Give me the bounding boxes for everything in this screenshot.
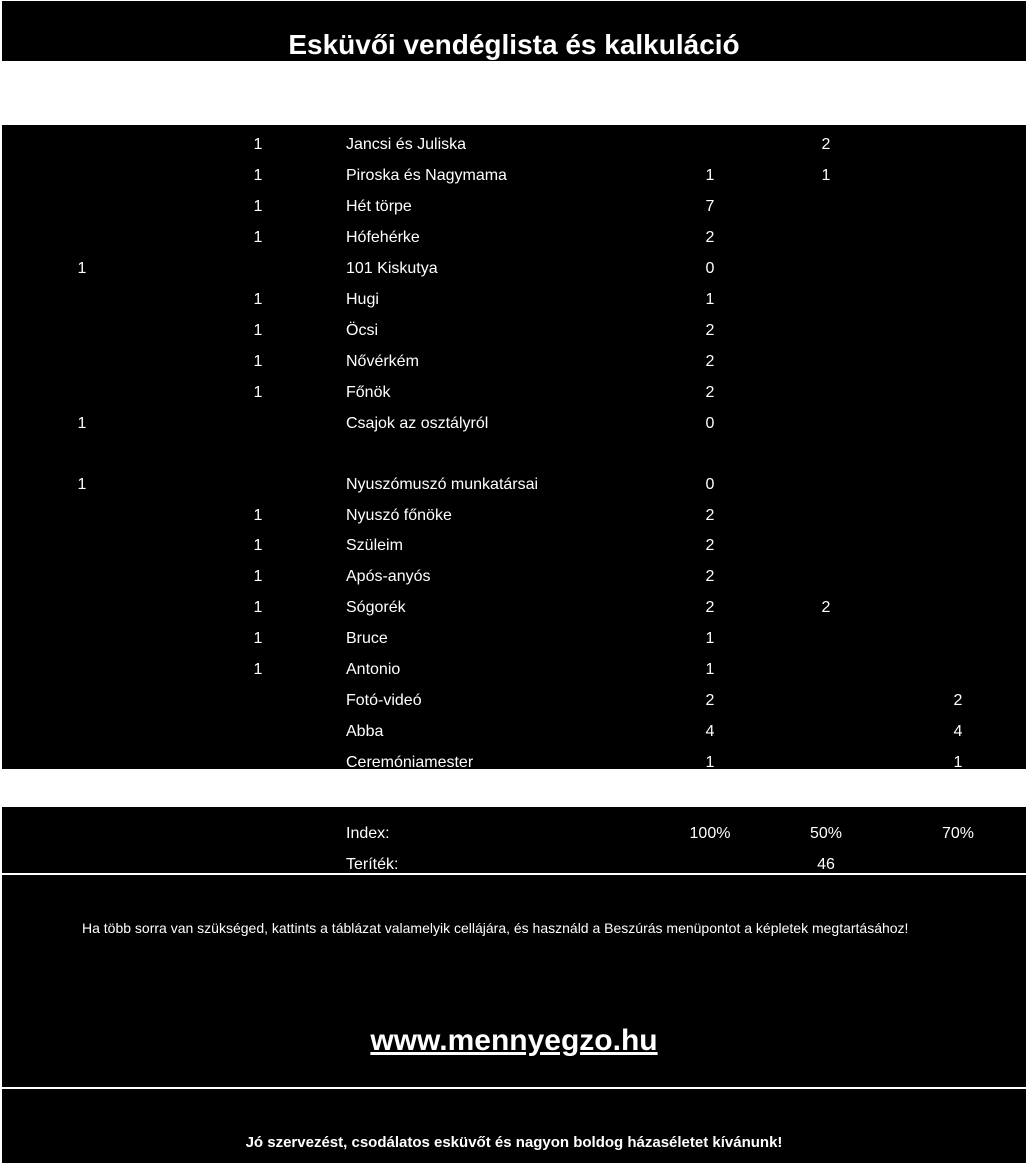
guest-row (2, 191, 1026, 222)
guest-row (2, 315, 1026, 346)
col-a-value: 1 (77, 260, 87, 277)
col-d-value: 0 (705, 415, 715, 432)
footer-section (1, 1088, 1027, 1164)
col-d-value: 2 (705, 384, 715, 401)
guest-name: Piroska és Nagymama (346, 167, 507, 184)
guest-row (2, 160, 1026, 191)
col-d-value: 2 (705, 322, 715, 339)
col-d-value: 1 (705, 167, 715, 184)
guest-name: Jancsi és Juliska (346, 136, 467, 153)
guest-name: Csajok az osztályról (346, 415, 489, 432)
guest-row (2, 377, 1026, 408)
guest-name: 101 Kiskutya (346, 260, 438, 277)
col-b-value: 1 (253, 661, 263, 678)
guest-name: Hét törpe (346, 198, 412, 215)
col-b-value: 1 (253, 136, 263, 153)
title-banner (1, 0, 1027, 62)
col-f-value: 2 (953, 692, 963, 709)
guest-name: Bruce (346, 630, 388, 647)
guest-name: Sógorék (346, 599, 406, 616)
col-d-value: 1 (705, 630, 715, 647)
guest-row (2, 469, 1026, 500)
guest-row (2, 592, 1026, 623)
col-d-value: 4 (705, 723, 715, 740)
col-d-value: 2 (705, 692, 715, 709)
col-d-value: 7 (705, 198, 715, 215)
col-b-value: 1 (253, 630, 263, 647)
index-row (2, 818, 1026, 849)
col-b-value: 1 (253, 198, 263, 215)
col-d-value: 1 (705, 661, 715, 678)
guest-row (2, 346, 1026, 377)
guest-name: Nyuszómuszó munkatársai (346, 476, 539, 493)
index-value-d: 100% (689, 825, 731, 842)
col-d-value: 2 (705, 353, 715, 370)
guest-name: Fotó-videó (346, 692, 422, 709)
teritek-value: 46 (817, 856, 835, 873)
guest-row (2, 561, 1026, 592)
col-d-value: 0 (705, 476, 715, 493)
page-title: Esküvői vendéglista és kalkuláció (288, 29, 740, 60)
guest-row (2, 408, 1026, 439)
index-value-e: 50% (809, 825, 843, 842)
guest-row (2, 530, 1026, 561)
guest-name: Nővérkém (346, 353, 419, 370)
guest-row (2, 253, 1026, 284)
guest-name: Hófehérke (346, 229, 420, 246)
col-e-value: 2 (821, 599, 831, 616)
col-b-value: 1 (253, 599, 263, 616)
index-label: Index: (346, 825, 390, 842)
col-e-value: 1 (821, 167, 831, 184)
guest-name: Öcsi (346, 322, 378, 339)
guest-row (2, 623, 1026, 654)
guest-row (2, 222, 1026, 253)
col-b-value: 1 (253, 322, 263, 339)
guest-row (2, 747, 1026, 778)
col-b-value: 1 (253, 537, 263, 554)
col-d-value: 2 (705, 507, 715, 524)
col-d-value: 2 (705, 229, 715, 246)
col-d-value: 1 (705, 291, 715, 308)
guest-name: Hugi (346, 291, 379, 308)
summary-section (1, 806, 1027, 874)
guest-name: Após-anyós (346, 568, 431, 585)
guest-name: Abba (346, 723, 384, 740)
col-f-value: 4 (953, 723, 963, 740)
guest-name: Antonio (346, 661, 401, 678)
website-link[interactable]: www.mennyegzo.hu (370, 1024, 658, 1057)
guest-row (2, 129, 1026, 160)
col-b-value: 1 (253, 507, 263, 524)
guest-name: Ceremóniamester (346, 754, 474, 771)
note-section (1, 874, 1027, 1088)
guest-row (2, 654, 1026, 685)
col-a-value: 1 (77, 476, 87, 493)
col-d-value: 1 (705, 754, 715, 771)
col-b-value: 1 (253, 384, 263, 401)
col-b-value: 1 (253, 353, 263, 370)
col-b-value: 1 (253, 568, 263, 585)
teritek-label: Teríték: (346, 856, 399, 873)
guest-name: Szüleim (346, 537, 403, 554)
col-d-value: 2 (705, 568, 715, 585)
col-b-value: 1 (253, 167, 263, 184)
col-a-value: 1 (77, 415, 87, 432)
index-value-f: 70% (941, 825, 975, 842)
guest-row (2, 500, 1026, 531)
col-e-value: 2 (821, 136, 831, 153)
footer-message: Jó szervezést, csodálatos esküvőt és nagyon boldog házaséletet kívánunk! (245, 1134, 783, 1151)
guest-row (2, 284, 1026, 315)
guest-row (2, 685, 1026, 716)
col-f-value: 1 (953, 754, 963, 771)
instruction-note: Ha több sorra van szükséged, kattints a táblázat valamelyik cellájára, és használd a Beszúrás menüpontot a képletek megtartásához! (82, 920, 909, 936)
col-b-value: 1 (253, 229, 263, 246)
col-d-value: 0 (705, 260, 715, 277)
col-d-value: 2 (705, 537, 715, 554)
col-b-value: 1 (253, 291, 263, 308)
col-d-value: 2 (705, 599, 715, 616)
guest-name: Főnök (346, 384, 391, 401)
guest-table (1, 124, 1027, 770)
guest-row (2, 716, 1026, 747)
guest-name: Nyuszó főnöke (346, 507, 452, 524)
